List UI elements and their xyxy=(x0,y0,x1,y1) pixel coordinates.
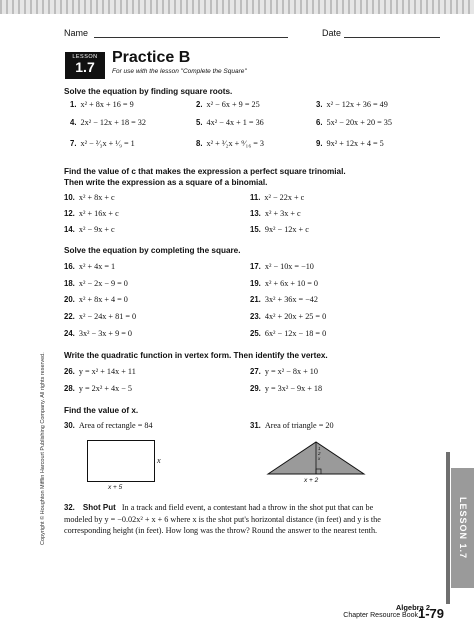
problem-17: 17. x² − 10x = −10 xyxy=(250,262,314,271)
section2-heading-line1: Find the value of c that makes the expression a perfect square trinomial. xyxy=(64,167,346,176)
lesson-tag: LESSON xyxy=(72,54,98,60)
name-label: Name xyxy=(64,28,89,38)
rectangle-figure xyxy=(87,440,155,482)
problem-6: 6. 5x² − 20x + 20 = 35 xyxy=(316,118,392,127)
problem-27: 27. y = x² − 8x + 10 xyxy=(250,367,318,376)
problem-21: 21. 3x² + 36x = −42 xyxy=(250,295,318,304)
problem-19: 19. x² + 6x + 10 = 0 xyxy=(250,279,318,288)
problem-12: 12. x² + 16x + c xyxy=(64,209,119,218)
page-number: 1-79 xyxy=(417,606,444,621)
problem-30: 30. Area of rectangle = 84 xyxy=(64,421,153,430)
problem-2: 2. x² − 6x + 9 = 25 xyxy=(196,100,260,109)
problem-9: 9. 9x² + 12x + 4 = 5 xyxy=(316,139,384,148)
side-tab-label: LESSON 1.7 xyxy=(458,496,468,560)
name-line[interactable] xyxy=(94,36,288,38)
triangle-figure xyxy=(266,440,366,476)
problem-16: 16. x² + 4x = 1 xyxy=(64,262,116,271)
triangle-height-label: 1 2 x xyxy=(318,446,321,461)
problem-15: 15. 9x² − 12x + c xyxy=(250,225,309,234)
problem-24: 24. 3x² − 3x + 9 = 0 xyxy=(64,329,132,338)
triangle-base-label: x + 2 xyxy=(304,477,319,484)
date-line[interactable] xyxy=(344,36,440,38)
rectangle-side-label: x xyxy=(157,456,161,465)
problem-7: 7. x² − ²⁄₃x + ¹⁄₉ = 1 xyxy=(70,139,135,148)
problem-8: 8. x² + ³⁄₂x + ⁹⁄₁₆ = 3 xyxy=(196,139,264,148)
problem-4: 4. 2x² − 12x + 18 = 32 xyxy=(70,118,146,127)
problem-3: 3. x² − 12x + 36 = 49 xyxy=(316,100,388,109)
problem-25: 25. 6x² − 12x − 18 = 0 xyxy=(250,329,327,338)
top-stripe xyxy=(0,0,474,14)
problem-1: 1. x² + 8x + 16 = 9 xyxy=(70,100,134,109)
section1-heading: Solve the equation by finding square roots. xyxy=(64,87,233,96)
footer-book: Algebra 2 xyxy=(395,603,430,612)
lesson-number: 1.7 xyxy=(75,59,95,75)
rectangle-bottom-label: x + 5 xyxy=(108,484,123,491)
problem-31: 31. Area of triangle = 20 xyxy=(250,421,334,430)
problem-14: 14. x² − 9x + c xyxy=(64,225,115,234)
problem-32: 32. Shot Put In a track and field event, a contestant had a throw in the shot put that can be modeled by y = −0.02x² + x + 6 where x is the shot put's horizontal distance (in feet) and y is the corresponding height (in feet). How long was the throw? Round the answer to the nearest tenth. xyxy=(64,503,381,536)
problem-29: 29. y = 3x² − 9x + 18 xyxy=(250,384,323,393)
section3-heading: Solve the equation by completing the square. xyxy=(64,246,241,255)
section4-heading: Write the quadratic function in vertex form. Then identify the vertex. xyxy=(64,351,328,360)
problem-13: 13. x² + 3x + c xyxy=(250,209,301,218)
problem-10: 10. x² + 8x + c xyxy=(64,193,115,202)
page-subtitle: For use with the lesson "Complete the Square" xyxy=(112,68,247,75)
footer-resource: Chapter Resource Book xyxy=(343,612,418,619)
side-band-dark xyxy=(446,452,450,604)
problem-5: 5. 4x² − 4x + 1 = 36 xyxy=(196,118,264,127)
problem-26: 26. y = x² + 14x + 11 xyxy=(64,367,136,376)
copyright-notice: Copyright © Houghton Mifflin Harcourt Publishing Company. All rights reserved. xyxy=(40,352,46,545)
problem-18: 18. x² − 2x − 9 = 0 xyxy=(64,279,128,288)
problem-23: 23. 4x² + 20x + 25 = 0 xyxy=(250,312,327,321)
problem-11: 11. x² − 22x + c xyxy=(250,193,305,202)
problem-20: 20. x² + 8x + 4 = 0 xyxy=(64,295,128,304)
problem-22: 22. x² − 24x + 81 = 0 xyxy=(64,312,137,321)
lesson-badge xyxy=(65,52,105,79)
page-title: Practice B xyxy=(112,49,191,66)
section5-heading: Find the value of x. xyxy=(64,406,139,415)
section2-heading-line2: Then write the expression as a square of a binomial. xyxy=(64,178,268,187)
date-label: Date xyxy=(322,28,342,38)
problem-28: 28. y = 2x² + 4x − 5 xyxy=(64,384,132,393)
